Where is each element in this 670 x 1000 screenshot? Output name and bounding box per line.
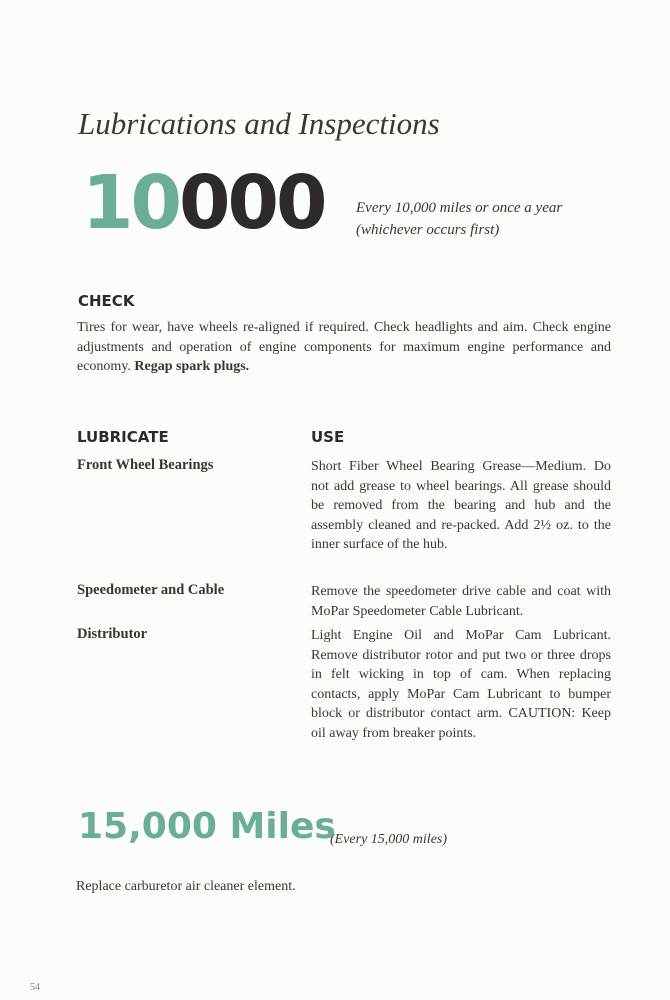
check-heading: CHECK: [78, 292, 135, 310]
item-use: Light Engine Oil and MoPar Cam Lubricant. Remove distributor rotor and put two or three drops in felt wicking in top of cam. When replacing contacts, apply MoPar Cam Lubricant to bumper block or distributor contact arm. CAUTION: Keep oil away from breaker points.: [311, 628, 611, 741]
item-use: Remove the speedometer drive cable and coat with MoPar Speedometer Cable Lubricant.: [311, 584, 611, 619]
page-number: 54: [30, 982, 40, 993]
interval-note: [356, 197, 562, 241]
page-title: Lubrications and Inspections: [78, 106, 440, 141]
item-use: Short Fiber Wheel Bearing Grease—Medium. Do not add grease to wheel bearings. All grease should be removed from the bearing and hub and the assembly cleaned and re-packed. Add 2½ oz. to the inner surface of the hub.: [311, 459, 611, 552]
interval-number: [82, 160, 324, 246]
interval-number-green: 10: [82, 160, 179, 246]
section2-note: (Every 15,000 miles): [330, 832, 448, 847]
item-name: Speedometer and Cable: [77, 582, 225, 598]
lubricate-heading: LUBRICATE: [77, 428, 169, 446]
interval-note-line: Every 10,000 miles or once a year: [356, 200, 563, 216]
item-name: Distributor: [77, 626, 148, 642]
item-name: Front Wheel Bearings: [77, 457, 214, 473]
check-text: [77, 318, 611, 377]
interval-number-dark: 000: [178, 160, 325, 246]
interval-note-line: (whichever occurs first): [356, 222, 500, 238]
check-emphasis: Regap spark plugs.: [134, 359, 250, 374]
section2-heading: 15,000 Miles: [78, 806, 336, 847]
check-body: Tires for wear, have wheels re-aligned if required. Check headlights and aim. Check engine adjustments and operation of engine components for maximum engine performance and economy.: [77, 320, 611, 374]
use-heading: USE: [311, 428, 345, 446]
section2-text: Replace carburetor air cleaner element.: [76, 879, 296, 894]
